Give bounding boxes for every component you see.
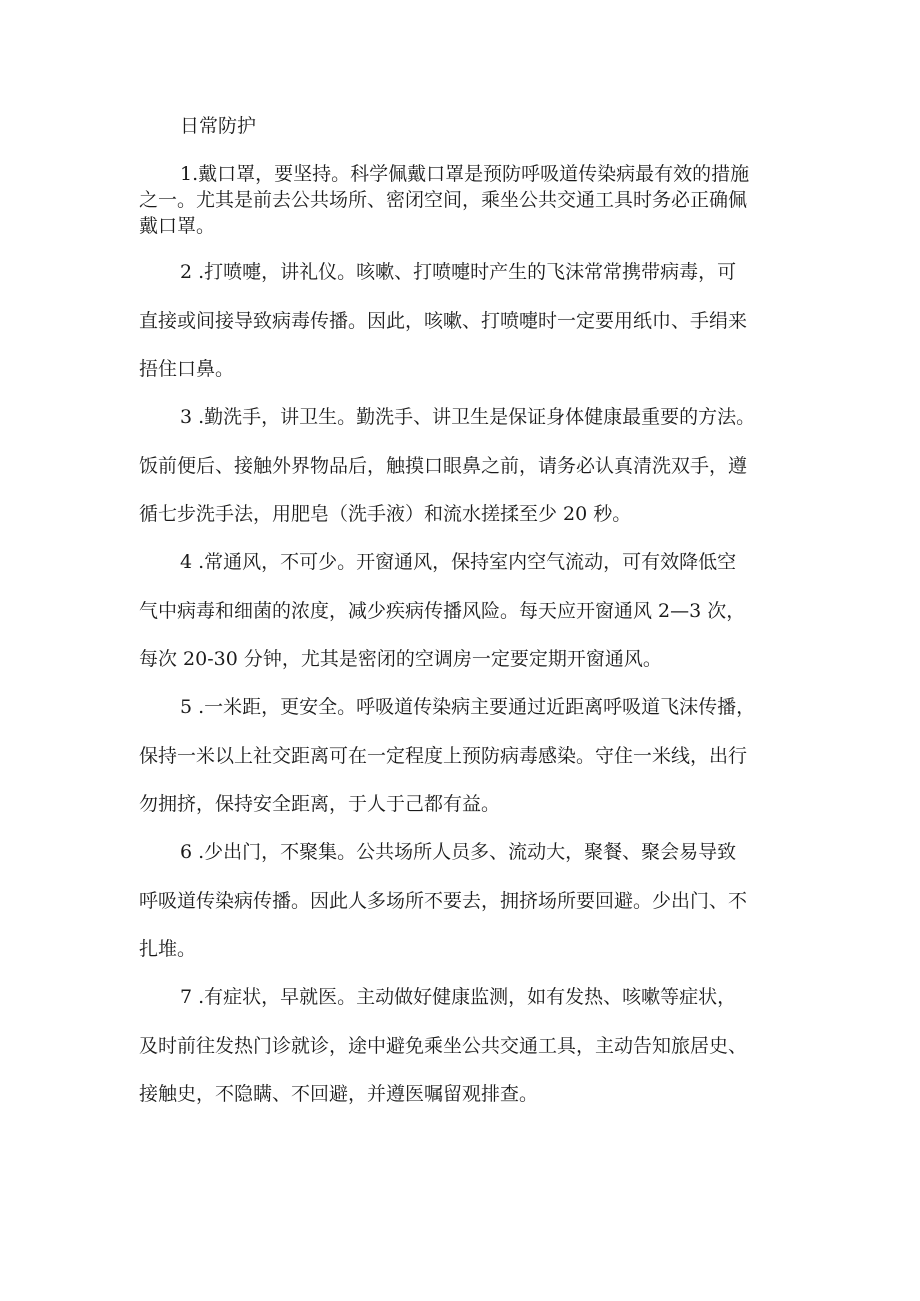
item-5-line-3: 勿拥挤，保持安全距离，于人于己都有益。 bbox=[139, 793, 501, 815]
item-6-line-3: 扎堆。 bbox=[139, 938, 197, 960]
item-4-line-3: 每次 20-30 分钟，尤其是密闭的空调房一定要定期开窗通风。 bbox=[139, 648, 662, 670]
item-5-line-1: 5 .一米距，更安全。呼吸道传染病主要通过近距离呼吸道飞沫传播， bbox=[180, 696, 756, 718]
item-2-line-3: 捂住口鼻。 bbox=[139, 358, 235, 380]
item-4-line-1: 4 .常通风，不可少。开窗通风，保持室内空气流动，可有效降低空 bbox=[180, 551, 737, 573]
item-1-line-3: 戴口罩。 bbox=[139, 215, 216, 237]
item-6-line-2: 呼吸道传染病传播。因此人多场所不要去，拥挤场所要回避。少出门、不 bbox=[139, 890, 748, 912]
item-6-line-1: 6 .少出门，不聚集。公共场所人员多、流动大，聚餐、聚会易导致 bbox=[180, 841, 737, 863]
item-4-line-2: 气中病毒和细菌的浓度，减少疾病传播风险。每天应开窗通风 2—3 次， bbox=[139, 600, 746, 622]
item-3-line-2: 饭前便后、接触外界物品后，触摸口眼鼻之前，请务必认真清洗双手，遵 bbox=[139, 455, 748, 477]
item-3-line-1: 3 .勤洗手，讲卫生。勤洗手、讲卫生是保证身体健康最重要的方法。 bbox=[180, 406, 756, 428]
item-5-line-2: 保持一米以上社交距离可在一定程度上预防病毒感染。守住一米线，出行 bbox=[139, 745, 748, 767]
item-1-line-2: 之一。尤其是前去公共场所、密闭空间，乘坐公共交通工具时务必正确佩 bbox=[139, 189, 748, 211]
item-7-line-2: 及时前往发热门诊就诊，途中避免乘坐公共交通工具，主动告知旅居史、 bbox=[139, 1035, 748, 1057]
item-7-line-1: 7 .有症状，早就医。主动做好健康监测，如有发热、咳嗽等症状， bbox=[180, 986, 737, 1008]
item-2-line-2: 直接或间接导致病毒传播。因此，咳嗽、打喷嚏时一定要用纸巾、手绢来 bbox=[139, 310, 748, 332]
item-3-line-3: 循七步洗手法，用肥皂（洗手液）和流水搓揉至少 20 秒。 bbox=[139, 503, 632, 525]
page-title: 日常防护 bbox=[180, 115, 257, 137]
item-1-line-1: 1.戴口罩，要坚持。科学佩戴口罩是预防呼吸道传染病最有效的措施 bbox=[180, 163, 750, 185]
item-7-line-3: 接触史，不隐瞒、不回避，并遵医嘱留观排查。 bbox=[139, 1083, 539, 1105]
item-2-line-1: 2 .打喷嚏，讲礼仪。咳嗽、打喷嚏时产生的飞沫常常携带病毒，可 bbox=[180, 261, 737, 283]
